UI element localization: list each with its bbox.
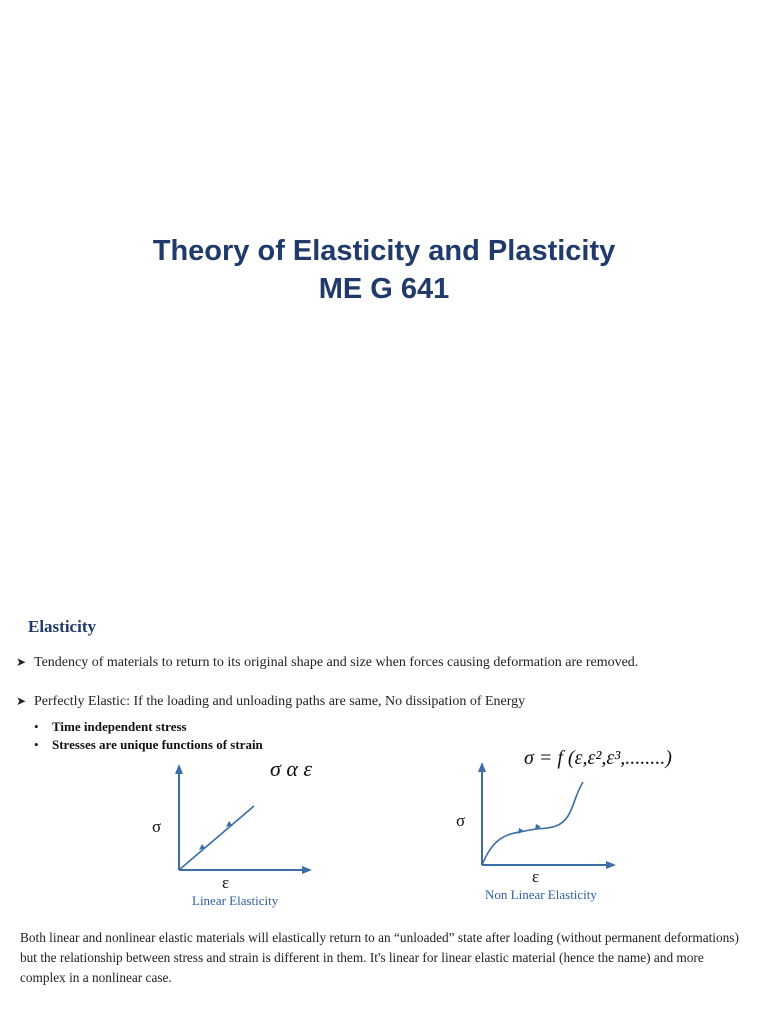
explanation-paragraph: Both linear and nonlinear elastic materials will elastically return to an “unloaded” state after loading (without permanent deformations) but the relationship between stress and strain is different in them. It's linear for linear elastic material (hence the name) and more complex in a nonlinear case. — [20, 930, 739, 985]
dot-bullet-icon: • — [34, 719, 39, 734]
bullet-text: Perfectly Elastic: If the loading and unloading paths are same, No dissipation of Energy — [34, 694, 526, 709]
title-line-1: Theory of Elasticity and Plasticity — [152, 235, 616, 267]
nonlinear-caption: Non Linear Elasticity — [485, 887, 597, 902]
linear-x-arrow-icon — [302, 866, 312, 874]
linear-elasticity-figure — [140, 752, 350, 892]
linear-y-arrow-icon — [175, 764, 183, 774]
arrow-bullet-icon: ➤ — [16, 694, 27, 708]
linear-caption: Linear Elasticity — [192, 893, 279, 908]
sub-bullet-item — [34, 737, 263, 753]
sub-bullet-item — [34, 719, 187, 735]
nonlinear-equation: σ = f (ε,ε²,ε³,........) — [524, 747, 672, 769]
linear-curve — [179, 806, 254, 870]
nonlinear-y-arrow-icon — [478, 762, 486, 772]
dot-bullet-icon: • — [34, 737, 39, 752]
title-line-2: ME G 641 — [318, 273, 450, 305]
bullet-text: Tendency of materials to return to its original shape and size when forces causing deformation are removed. — [34, 655, 639, 670]
linear-x-label: ε — [222, 873, 230, 892]
section-heading: Elasticity — [28, 617, 96, 636]
sub-bullet-text: Stresses are unique functions of strain — [52, 737, 263, 752]
sub-bullet-text: Time independent stress — [52, 719, 187, 734]
nonlinear-curve-arrow-icon — [518, 828, 524, 834]
bullet-item — [16, 655, 638, 671]
nonlinear-y-label: σ — [456, 811, 466, 830]
arrow-bullet-icon: ➤ — [16, 655, 27, 669]
document-title — [0, 232, 768, 308]
nonlinear-x-arrow-icon — [606, 861, 616, 869]
nonlinear-elasticity-figure — [440, 738, 740, 888]
bullet-item — [16, 694, 525, 710]
linear-y-label: σ — [152, 817, 162, 836]
nonlinear-curve — [482, 782, 583, 865]
nonlinear-x-label: ε — [532, 867, 540, 886]
linear-equation: σ α ε — [270, 756, 313, 781]
